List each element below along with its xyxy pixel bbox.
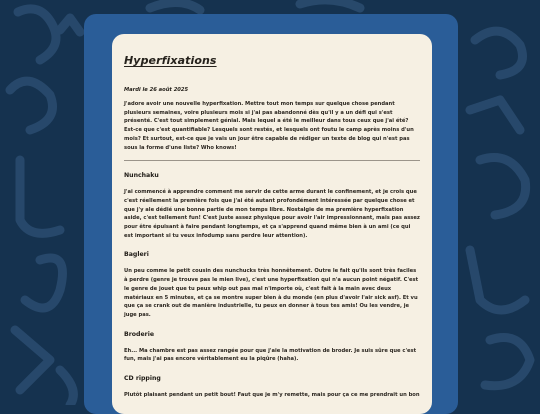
blog-post-card (112, 34, 432, 414)
section-heading: CD ripping (124, 375, 161, 383)
section-heading: Bagleri (124, 251, 149, 259)
divider (124, 160, 420, 161)
section-body: Un peu comme le petit cousin des nunchucks très honnêtement. Outre le fait qu'ils sont très faciles à perdre (genre je trouve pas le mien live), c'est une hyperfixation qui n'a aucun point négatif. C'est le genre de jouet que tu peux whip out pas mal n'importe où, c'est fait à la main avec deux matériaux en 5 minutes, et ça se montre super bien à du monde (en plus d'avoir l'air sick asf). Et vu que ça se crank out de manière industrielle, tu peux en donner à tous tes amis! Ou les vendre, je juge pas. (124, 268, 419, 318)
section-heading: Nunchaku (124, 172, 159, 180)
section-body: J'ai commencé à apprendre comment me servir de cette arme durant le confinement, et je crois que c'est réellement la première fois que j'ai été autant profondément intéressée par quelque chose et que j'y ale dédié une bonne partie de mon temps libre. Nostalgie de ma première hyperfixation aside, c'est tellement fun! C'est juste assez physique pour avoir l'air impressionnant, mais pas assez pour être épuisant à faire pendant longtemps, et ça s'apprend quand même bien à un ami (ce qui est important si tu veux infodump sans perdre leur attention). (124, 189, 420, 239)
section-body: Eh... Ma chambre est pas assez rangée pour que j'aie la motivation de broder. Je suis sûre que c'est fun, mais j'ai pas encore véritablement eu la piqûre (haha). (124, 347, 417, 363)
post-intro: J'adore avoir une nouvelle hyperfixation. Mettre tout mon temps sur quelque chose pendant plusieurs semaines, voire plusieurs mois si j'ai pas abandonné dès qu'il y a un défi qui s'est présenté. C'est tout simplement génial. Mais lequel a été le meilleur dans tous ceux que j'ai été? Est-ce que c'est quantifiable? Lesquels sont restés, et lesquels ont foutu le camp après moins d'un mois? Et surtout, est-ce que je vais un jour être capable de rédiger un texte de blog qui n'est pas sous la forme d'une liste? Who knows! (124, 101, 414, 151)
section-body: Plutôt plaisant pendant un petit bout! Faut que je m'y remette, mais pour ça ce me prendrait un bon (124, 392, 420, 399)
post-title: Hyperfixations (124, 54, 217, 67)
post-date: Mardi le 26 août 2025 (124, 87, 189, 93)
section-heading: Broderie (124, 330, 155, 338)
